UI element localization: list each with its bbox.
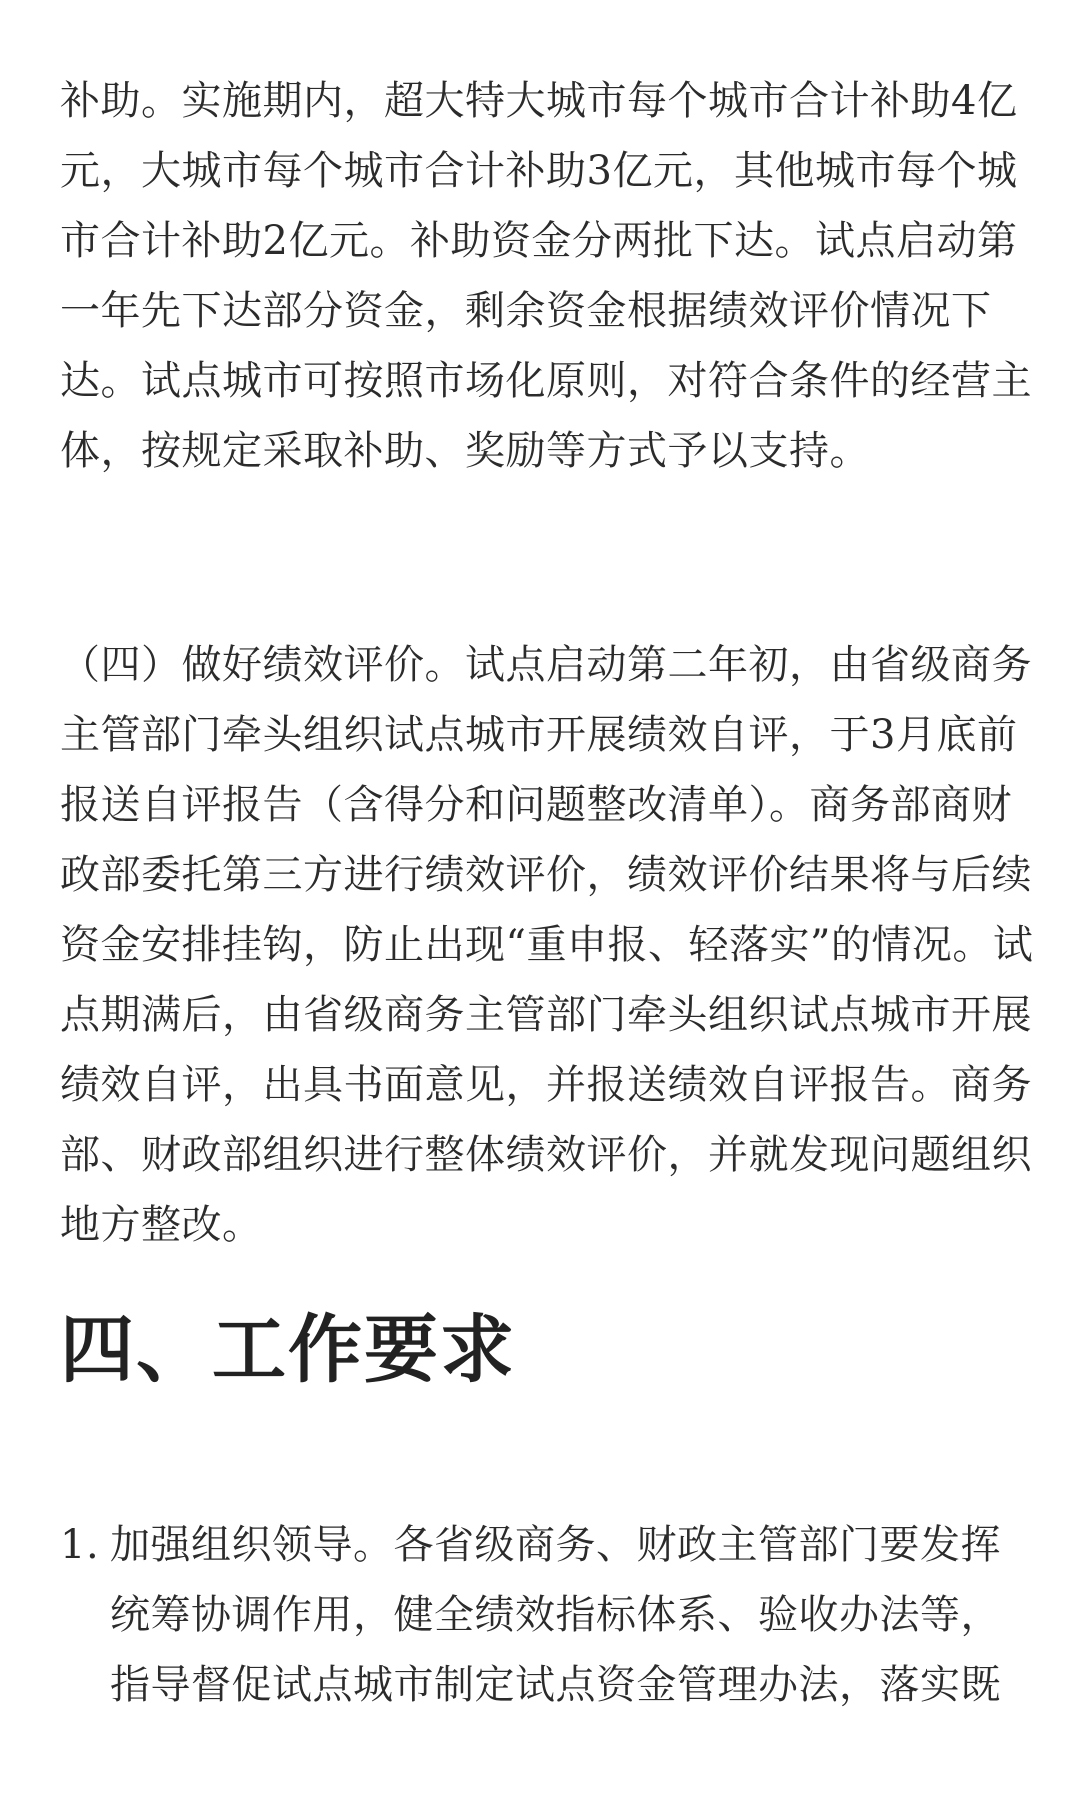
paragraph-subsidy: 补助。实施期内，超大特大城市每个城市合计补助4亿元，大城市每个城市合计补助3亿元，其他城市每个城市合计补助2亿元。补助资金分两批下达。试点启动第一年先下达部分资金，剩余资金根据绩效评价情况下达。试点城市可按照市场化原则，对符合条件的经营主体，按规定采取补助、奖励等方式予以支持。 <box>60 78 1032 474</box>
list-item <box>60 1510 1035 1720</box>
list-item-text: 加强组织领导。各省级商务、财政主管部门要发挥统筹协调作用，健全绩效指标体系、验收办法等，指导督促试点城市制定试点资金管理办法，落实既 <box>110 1522 1001 1708</box>
list-item-number: 1. <box>60 1522 100 1568</box>
requirements-list <box>60 1510 1035 1720</box>
paragraph-performance-evaluation: （四）做好绩效评价。试点启动第二年初，由省级商务主管部门牵头组织试点城市开展绩效自评，于3月底前报送自评报告（含得分和问题整改清单）。商务部商财政部委托第三方进行绩效评价，绩效评价结果将与后续资金安排挂钩，防止出现“重申报、轻落实”的情况。试点期满后，由省级商务主管部门牵头组织试点城市开展绩效自评，出具书面意见，并报送绩效自评报告。商务部、财政部组织进行整体绩效评价，并就发现问题组织地方整改。 <box>60 642 1034 1248</box>
section-heading: 四、工作要求 <box>60 1307 516 1393</box>
